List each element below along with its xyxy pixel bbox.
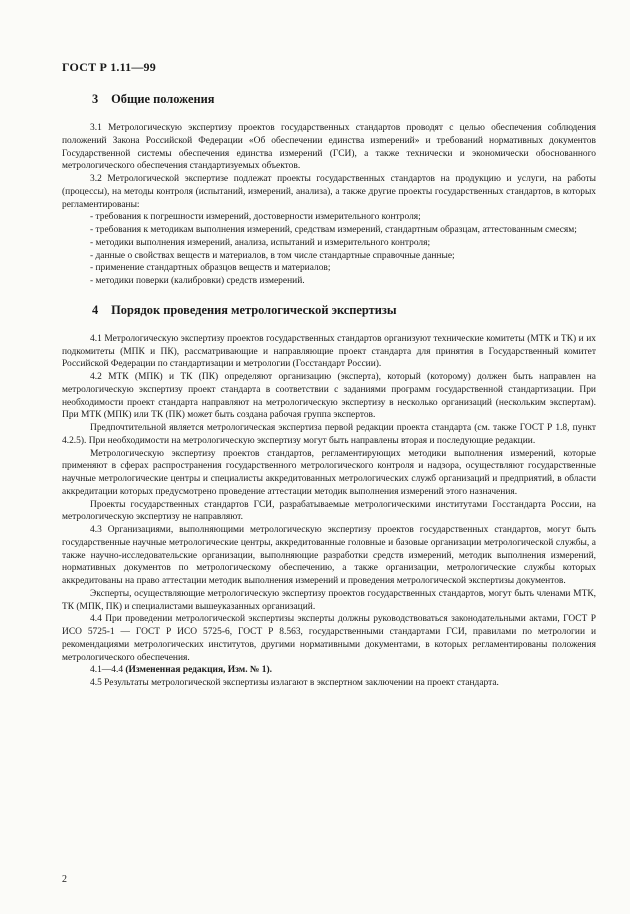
list-item: - методики поверки (калибровки) средств измерений.	[90, 276, 305, 286]
paragraph-3-2: 3.2 Метрологической экспертизе подлежат проекты государственных стандартов на продукцию и услуги, на работы (процессы), на методы контроля (испытаний, измерений, анализа), а также другие проекты государственных стандартов, в которых регламентированы:	[62, 174, 596, 210]
section-4-heading	[92, 303, 596, 318]
section-3-title: Общие положения	[111, 92, 215, 106]
document-code-header: ГОСТ Р 1.11—99	[62, 60, 156, 74]
paragraph-4-4: 4.4 При проведении метрологической экспертизы эксперты должны руководствоваться законодательными актами, ГОСТ Р ИСО 5725-1 — ГОСТ Р ИСО 5725-6, ГОСТ Р 8.563, государственными стандартами ГСИ, правилами по метрологии и рекомендациями метрологических институтов, другими нормативными документами, в которых регламентированы положения метрологического обеспечения.	[62, 614, 596, 663]
paragraph-4-2-methods: Метрологическую экспертизу проектов стандартов, регламентирующих методики выполнения измерений, которые применяют в сферах распространения государственного метрологического контроля и надзора, осуществляют государственные научные метрологические центры и специалисты аккредитованных метрологических служб организаций и предприятий, в области аккредитации которых предусмотрено проведение аттестации методик выполнения измерений этого назначения.	[62, 448, 596, 497]
section-3-number: 3	[92, 92, 99, 106]
amendment-range: 4.1—4.4	[90, 665, 124, 676]
paragraph-4-2-preferred: Предпочтительной является метрологическая экспертиза первой редакции проекта стандарта (см. также ГОСТ Р 1.8, пункт 4.2.5). При необходимости на метрологическую экспертизу могут быть направлены вторая и последующие редакции.	[62, 423, 596, 446]
paragraph-4-3: 4.3 Организациями, выполняющими метрологическую экспертизу проектов государственных стандартов, могут быть государственные научные метрологические центры, аккредитованные головные и базовые организации метрологической службы, а также научно-исследовательские организации, выполняющие разработки средств измерений, методик выполнения измерений, нормативных документов по метрологическому обеспечению, а также организации, метрологические службы которых аккредитованы на право аттестации методик выполнения измерений и проведения метрологической экспертизы документов.	[62, 525, 596, 586]
paragraph-3-1: 3.1 Метрологическую экспертизу проектов государственных стандартов проводят с целью обеспечения соблюдения положений Закона Российской Федерации «Об обеспечении единства изmерений» и требований нормативных документов Государственной системы обеспечения единства измерений (ГСИ), а также технически и экономически обоснованного метрологического обеспечения стандартизуемых объектов.	[62, 123, 596, 172]
amendment-note	[62, 664, 596, 677]
paragraph-4-2-gsi: Проекты государственных стандартов ГСИ, разрабатываемые метрологическими институтами Госстандарта России, на метрологическую экспертизу не направляют.	[62, 499, 596, 523]
section-3-heading	[92, 92, 596, 107]
section-4-title: Порядок проведения метрологической экспертизы	[111, 302, 397, 317]
paragraph-4-1: 4.1 Метрологическую экспертизу проектов государственных стандартов организуют технические комитеты (МТК и ТК) и их подкомитеты (МПК и ПК), рассматривающие и направляющие проект стандарта для принятия в Государственный комитет Российской Федерации по стандартизации и метрологии (Госстандарт России).	[62, 333, 596, 370]
amendment-text: (Измененная редакция, Изм. № 1).	[125, 665, 272, 676]
paragraph-4-2: 4.2 МТК (МПК) и ТК (ПК) определяют организацию (эксперта), который (которому) должен быть направлен на метрологическую экспертизу проект стандарта в соответствии с заданиями программ государственной стандартизации. При необходимости проект стандарта направляют на метрологическую экспертизу в несколько организаций (нескольким экспертам). При МТК (МПК) или ТК (ПК) может быть создана рабочая группа экспертов.	[62, 372, 596, 421]
list-item: - данные о свойствах веществ и материалов, в том числе стандартные справочные данные;	[90, 250, 455, 261]
section-4-number: 4	[92, 302, 99, 317]
paragraph-4-5: 4.5 Результаты метрологической экспертизы излагают в экспертном заключении на проект стандарта.	[90, 678, 499, 688]
list-item: - требования к методикам выполнения измерений, средствам измерений, стандартным образцам, аттестованным смесям;	[90, 225, 577, 235]
page-number: 2	[62, 874, 67, 885]
paragraph-4-3-experts: Эксперты, осуществляющие метрологическую экспертизу проектов государственных стандартов, могут быть членами МТК, ТК (МПК, ПК) и специалистами вышеуказанных организаций.	[62, 588, 596, 612]
list-item: - методики выполнения измерений, анализа, испытаний и измерительного контроля;	[90, 237, 431, 248]
list-item: - применение стандартных образцов веществ и материалов;	[90, 263, 331, 274]
list-item: - требования к погрешности измерений, достоверности измерительного контроля;	[90, 212, 421, 223]
